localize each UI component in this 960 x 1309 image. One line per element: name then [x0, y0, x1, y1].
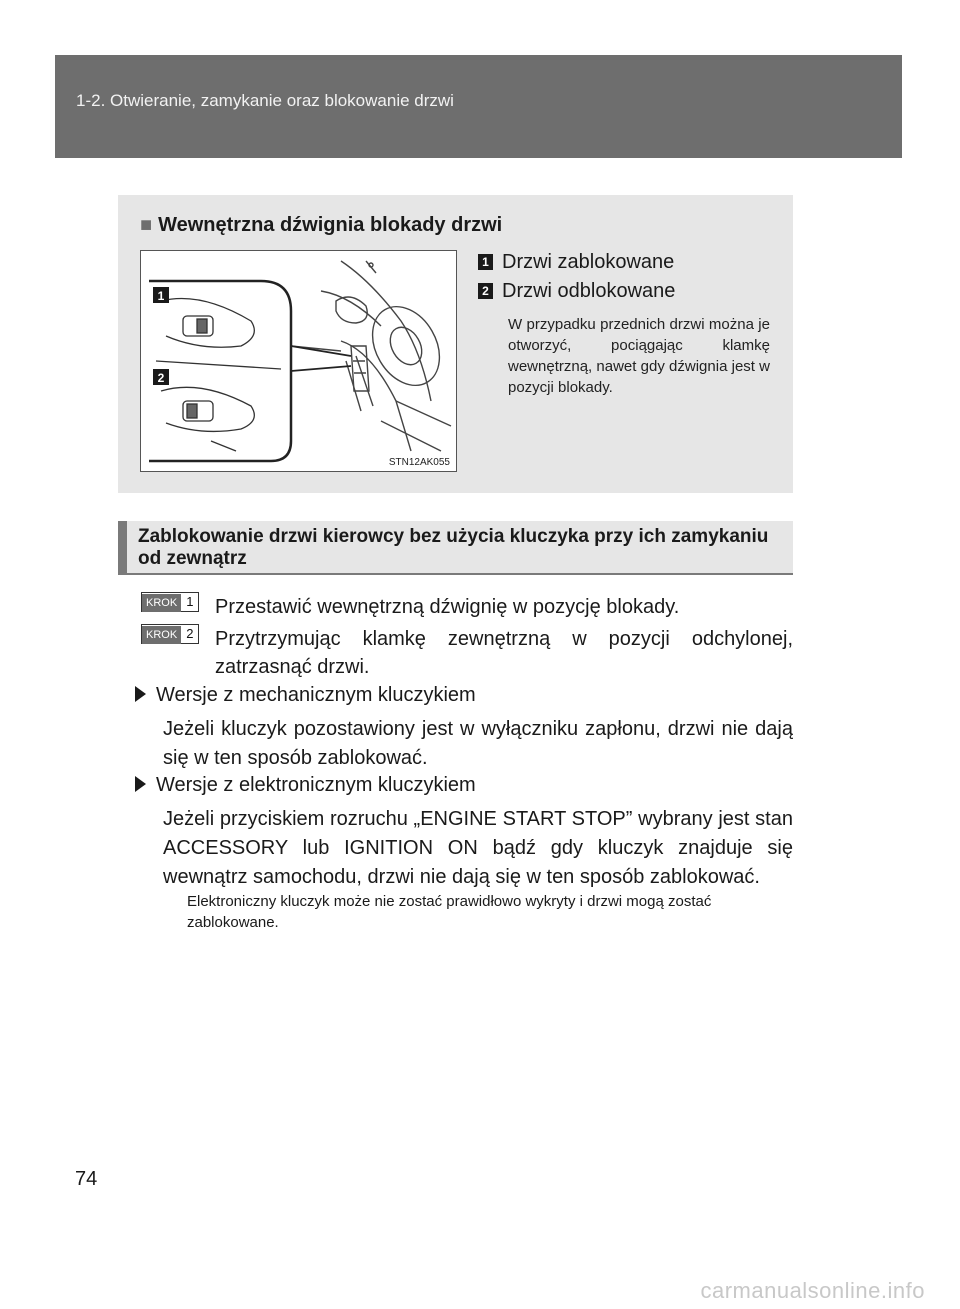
- number-2-icon: 2: [478, 283, 493, 299]
- variant-note-electronic: Elektroniczny kluczyk może nie zostać prawidłowo wykryty i drzwi mogą zostać zablokowane.: [187, 893, 712, 931]
- number-1-icon: 1: [478, 254, 493, 270]
- step-2-text: Przytrzymując klamkę zewnętrzną w pozycji odchylonej, zatrzasnąć drzwi.: [215, 628, 793, 678]
- variant-text-mechanical: Jeżeli kluczyk pozostawiony jest w wyłączniku zapłonu, drzwi nie dają się w ten sposób zablokować.: [163, 718, 793, 769]
- variant-text-electronic: Jeżeli przyciskiem rozruchu „ENGINE START STOP” wybrany jest stan ACCESSORY lub IGNITION ON bądź gdy kluczyk znajduje się wewnątrz samochodu, drzwi nie dają się w ten sposób zablokować.: [163, 808, 793, 888]
- page-number: 74: [75, 1168, 98, 1190]
- section-title: Zablokowanie drzwi kierowcy bez użycia kluczyka przy ich zamykaniu od zewnątrz: [138, 526, 769, 569]
- chapter-header: 1-2. Otwieranie, zamykanie oraz blokowanie drzwi: [76, 91, 454, 110]
- step-1-text: Przestawić wewnętrzną dźwignię w pozycję blokady.: [215, 596, 680, 618]
- callout-1: [153, 287, 169, 303]
- legend-item-locked: 1 Drzwi zablokowane: [478, 251, 674, 274]
- svg-text:2: 2: [157, 371, 165, 385]
- watermark: carmanualsonline.info: [700, 1278, 925, 1303]
- step-badge-2: KROK 2: [141, 624, 199, 644]
- door-lock-illustration: [140, 250, 457, 472]
- triangle-bullet-icon: [135, 686, 146, 702]
- callout-2: [153, 369, 169, 385]
- svg-text:1: 1: [157, 289, 165, 303]
- illustration-code: STN12AK055: [388, 457, 450, 468]
- info-box-title: ■ Wewnętrzna dźwignia blokady drzwi: [140, 214, 503, 236]
- legend-item-unlocked: 2 Drzwi odblokowane: [478, 280, 675, 303]
- square-bullet-icon: ■: [140, 214, 153, 236]
- variant-heading-mechanical: Wersje z mechanicznym kluczykiem: [135, 684, 476, 707]
- step-badge-1: KROK 1: [141, 592, 199, 612]
- triangle-bullet-icon: [135, 776, 146, 792]
- legend-note: W przypadku przednich drzwi można je otworzyć, pociągając klamkę wewnętrzną, nawet gdy dźwignia jest w pozycji blokady.: [508, 316, 770, 396]
- variant-heading-electronic: Wersje z elektronicznym kluczykiem: [135, 774, 476, 797]
- door-interior-drawing: [141, 251, 456, 471]
